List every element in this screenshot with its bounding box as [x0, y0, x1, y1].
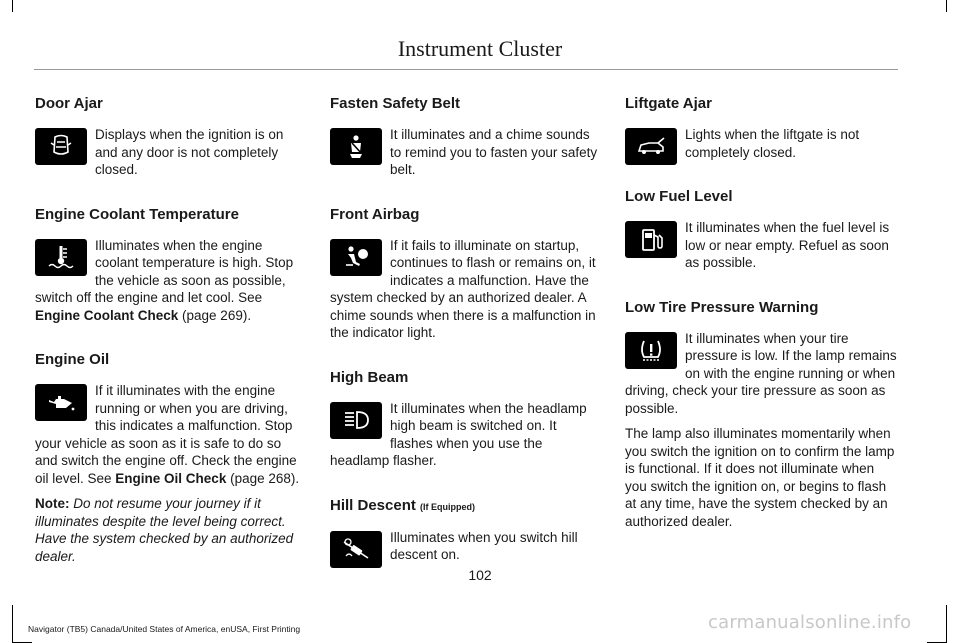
door-ajar-icon — [35, 128, 87, 165]
section-liftgate-ajar — [625, 94, 897, 169]
section-title: High Beam — [330, 368, 409, 386]
section-low-fuel-level — [625, 187, 897, 280]
section-title: Liftgate Ajar — [625, 95, 712, 112]
oil-can-icon — [35, 384, 87, 421]
right-column — [625, 94, 897, 548]
high-beam-icon — [330, 402, 382, 439]
door-ajar-text: Displays when the ignition is on and any door is not completely closed. — [95, 127, 284, 177]
low-fuel-text: It illuminates when the fuel level is low or near empty. Refuel as soon as possible. — [685, 220, 890, 270]
section-title: Fasten Safety Belt — [330, 95, 461, 112]
page-title: Instrument Cluster — [397, 36, 563, 61]
section-title: Engine Coolant Temperature — [35, 205, 239, 223]
seat-belt-icon — [330, 128, 382, 165]
section-engine-oil — [35, 350, 307, 573]
watermark: carmanualsonline.info — [708, 612, 912, 633]
engine-oil-text: If it illuminates with the engine running or when you are driving, this indicates a malfunction. Stop your vehicle as soon as it is safe to do so and switch the engine off. Check the engine oil level. See Engine Oil Check (page 268). — [35, 383, 300, 486]
section-fasten-safety-belt — [330, 94, 602, 187]
high-beam-text: It illuminates when the headlamp high beam is switched on. It flashes when you use the headlamp flasher. — [330, 400, 587, 468]
section-engine-coolant — [35, 205, 307, 333]
section-door-ajar — [35, 94, 307, 187]
seat-belt-text: It illuminates and a chime sounds to remind you to fasten your safety belt. — [390, 127, 598, 177]
tire-pressure-text: It illuminates when your tire pressure is low. If the lamp remains on with the engine running or when driving, check your tire pressure as soon as possible. — [625, 330, 897, 416]
left-column — [35, 94, 307, 591]
header-divider — [34, 69, 898, 70]
section-hill-descent — [330, 496, 602, 572]
tire-pressure-text-2: The lamp also illuminates momentarily when you switch the ignition on to confirm the lamp is functional. If it does not illuminate when you switch the ignition on, or begins to flash at any time, have the system checked by an authorized dealer. — [625, 426, 895, 529]
fuel-pump-icon — [625, 221, 677, 258]
coolant-temperature-icon — [35, 239, 87, 276]
crop-mark — [946, 0, 947, 12]
hill-descent-icon — [330, 531, 382, 568]
coolant-text: Illuminates when the engine coolant temperature is high. Stop the vehicle as soon as possible, switch off the engine and let cool. See Engine Coolant Check (page 269). — [35, 237, 294, 323]
crop-mark — [12, 0, 13, 12]
page-number: 102 — [468, 567, 492, 583]
section-title: Engine Oil — [35, 351, 110, 368]
section-low-tire-pressure — [625, 298, 897, 531]
section-front-airbag — [330, 205, 602, 350]
section-title: Low Tire Pressure Warning — [625, 298, 819, 316]
middle-column — [330, 94, 602, 590]
section-title: Front Airbag — [330, 205, 420, 223]
liftgate-ajar-icon — [625, 128, 677, 165]
section-title: Hill Descent (If Equipped) — [330, 496, 476, 514]
hill-descent-text: Illuminates when you switch hill descent on. — [390, 529, 578, 562]
engine-oil-check-link[interactable]: Engine Oil Check — [115, 470, 227, 486]
section-high-beam — [330, 368, 602, 478]
tire-pressure-icon — [625, 332, 677, 369]
engine-coolant-check-link[interactable]: Engine Coolant Check — [35, 307, 179, 323]
engine-oil-note: Note: Do not resume your journey if it illuminates despite the level being correct. Have the system checked by an authorized dealer. — [35, 496, 294, 564]
crop-mark — [946, 605, 947, 643]
section-title: Low Fuel Level — [625, 188, 733, 205]
airbag-icon — [330, 239, 382, 276]
section-title: Door Ajar — [35, 95, 103, 112]
crop-mark — [12, 605, 13, 643]
footer-doc-info: Navigator (TB5) Canada/United States of America, enUSA, First Printing — [28, 624, 301, 634]
liftgate-text: Lights when the liftgate is not completely closed. — [685, 127, 860, 160]
airbag-text: If it fails to illuminate on startup, continues to flash or remains on, it indicates a malfunction. Have the system checked by an authorized dealer. A chime sounds when there is a malfunction in the indicator light. — [330, 237, 596, 340]
